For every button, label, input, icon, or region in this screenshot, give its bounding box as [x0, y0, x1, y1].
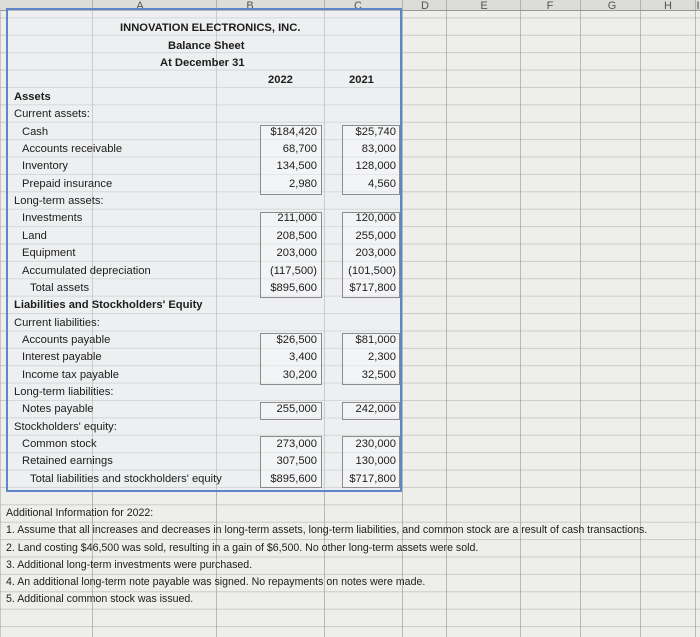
value-2021: $81,000 — [355, 333, 396, 346]
row-label: Retained earnings — [22, 455, 113, 468]
additional-information — [6, 505, 647, 609]
value-2021: 130,000 — [355, 455, 396, 468]
value-2022: 68,700 — [282, 143, 317, 156]
row-label: Long-term liabilities: — [14, 385, 114, 398]
row-label: Investments — [22, 212, 83, 225]
value-2021: 230,000 — [355, 438, 396, 450]
row-label: Accumulated depreciation — [22, 264, 151, 277]
value-2022: 3,400 — [289, 351, 317, 364]
row-label: Total assets — [30, 281, 90, 294]
column-header-i[interactable]: I — [696, 0, 700, 12]
row-label: Liabilities and Stockholders' Equity — [14, 299, 203, 312]
statement-date: At December 31 — [160, 57, 245, 69]
value-2022: (117,500) — [269, 264, 317, 277]
column-header-h[interactable]: H — [664, 0, 672, 12]
row-label: Total liabilities and stockholders' equity — [30, 472, 222, 485]
row-label: Accounts receivable — [22, 143, 123, 156]
note-item: 5. Additional common stock was issued. — [6, 593, 194, 606]
value-2021: 255,000 — [355, 229, 396, 242]
value-2021: 128,000 — [355, 160, 396, 173]
value-2022: 208,500 — [276, 229, 317, 242]
row-label: Current assets: — [14, 108, 90, 121]
value-2022: 211,000 — [277, 212, 317, 225]
value-2022: $895,600 — [270, 472, 317, 485]
column-header-g[interactable]: G — [607, 0, 617, 12]
value-2022: 203,000 — [276, 247, 317, 260]
value-2022: 255,000 — [276, 403, 317, 416]
value-2022: 307,500 — [276, 455, 317, 468]
value-2022: $26,500 — [276, 333, 317, 346]
value-2021: $25,740 — [355, 125, 396, 138]
note-item: 3. Additional long-term investments were purchased. — [6, 558, 253, 571]
value-2022: $184,420 — [270, 125, 317, 138]
value-2021: 32,500 — [361, 368, 396, 381]
column-gridline — [695, 0, 696, 637]
column-header-d[interactable]: D — [421, 0, 429, 12]
column-header-c[interactable]: C — [354, 0, 362, 12]
value-2021: 120,000 — [355, 212, 396, 225]
value-2022: 273,000 — [276, 438, 317, 450]
column-header-a[interactable]: A — [136, 0, 144, 12]
value-2021: 2,300 — [368, 351, 396, 364]
row-label: Current liabilities: — [14, 316, 100, 329]
row-label: Long-term assets: — [14, 195, 104, 208]
row-label: Prepaid insurance — [22, 177, 113, 190]
row-label: Interest payable — [22, 351, 102, 364]
row-label: Cash — [22, 125, 49, 138]
column-header-b[interactable]: B — [246, 0, 254, 12]
column-header-f[interactable]: F — [546, 0, 554, 12]
note-item: 1. Assume that all increases and decreases in long-term assets, long-term liabilities, and common stock are a result of cash transactions. — [6, 524, 648, 537]
value-2022: 2,980 — [289, 177, 317, 190]
value-2021: $717,800 — [349, 281, 396, 294]
company-name: INNOVATION ELECTRONICS, INC. — [120, 22, 301, 34]
row-label: Income tax payable — [22, 368, 120, 381]
year-2021-header: 2021 — [349, 74, 374, 86]
column-header-e[interactable]: E — [480, 0, 488, 12]
year-2022-header: 2022 — [268, 74, 293, 86]
row-label: Stockholders' equity: — [14, 420, 117, 433]
notes-heading: Additional Information for 2022: — [6, 507, 154, 519]
row-label: Land — [22, 229, 47, 242]
row-label: Common stock — [22, 438, 97, 450]
note-item: 2. Land costing $46,500 was sold, resulting in a gain of $6,500. No other long-term assets were sold. — [6, 541, 479, 554]
value-2021: 203,000 — [355, 247, 396, 260]
row-label: Assets — [14, 91, 51, 103]
value-2022: $895,600 — [270, 281, 317, 294]
row-label: Accounts payable — [22, 333, 111, 346]
statement-title: Balance Sheet — [168, 40, 245, 52]
row-label: Equipment — [22, 247, 76, 260]
note-item: 4. An additional long-term note payable was signed. No repayments on notes were made. — [6, 576, 426, 589]
value-2021: 242,000 — [355, 403, 396, 416]
value-2021: (101,500) — [348, 264, 396, 277]
value-2021: 83,000 — [361, 143, 396, 156]
value-2022: 134,500 — [276, 160, 317, 173]
row-label: Inventory — [22, 160, 69, 173]
value-2021: 4,560 — [368, 177, 396, 190]
value-2022: 30,200 — [282, 368, 317, 381]
value-2021: $717,800 — [349, 472, 396, 485]
row-label: Notes payable — [22, 403, 94, 416]
